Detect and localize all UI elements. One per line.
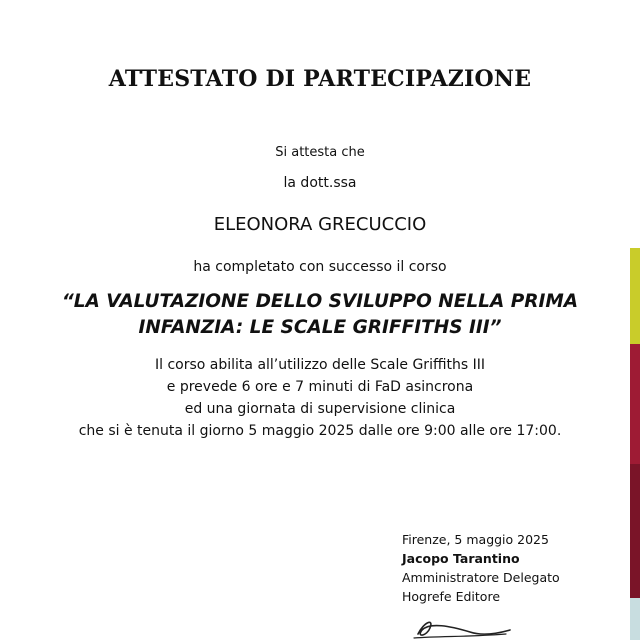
- description-line: che si è tenuta il giorno 5 maggio 2025 dalle ore 9:00 alle ore 17:00.: [78, 423, 562, 439]
- description-line: e prevede 6 ore e 7 minuti di FaD asincrona: [166, 379, 474, 395]
- description-line: ed una giornata di supervisione clinica: [184, 401, 456, 417]
- decorative-stripe-yellow: [630, 248, 640, 344]
- course-title-line-1: “LA VALUTAZIONE DELLO SVILUPPO NELLA PRIMA: [61, 291, 579, 312]
- honorific: la dott.ssa: [283, 175, 357, 191]
- completion-line: ha completato con successo il corso: [193, 259, 447, 275]
- signature-block: [402, 530, 560, 606]
- handwritten-signature: [410, 612, 520, 640]
- participant-name: ELEONORA GRECUCCIO: [213, 214, 427, 235]
- place-date: Firenze, 5 maggio 2025: [402, 532, 549, 547]
- decorative-stripe-red: [630, 344, 640, 464]
- signer-role: Amministratore Delegato: [402, 570, 560, 585]
- signer-name: Jacopo Tarantino: [402, 551, 520, 566]
- attest-line: Si attesta che: [275, 145, 365, 160]
- course-title-line-2: INFANZIA: LE SCALE GRIFFITHS III”: [138, 317, 502, 338]
- organization-name: Hogrefe Editore: [402, 589, 501, 604]
- decorative-stripe-dark-red: [630, 464, 640, 598]
- decorative-stripe-light-blue: [630, 598, 640, 640]
- description-line: Il corso abilita all’utilizzo delle Scale Griffiths III: [155, 357, 485, 373]
- certificate-title: ATTESTATO DI PARTECIPAZIONE: [108, 66, 532, 92]
